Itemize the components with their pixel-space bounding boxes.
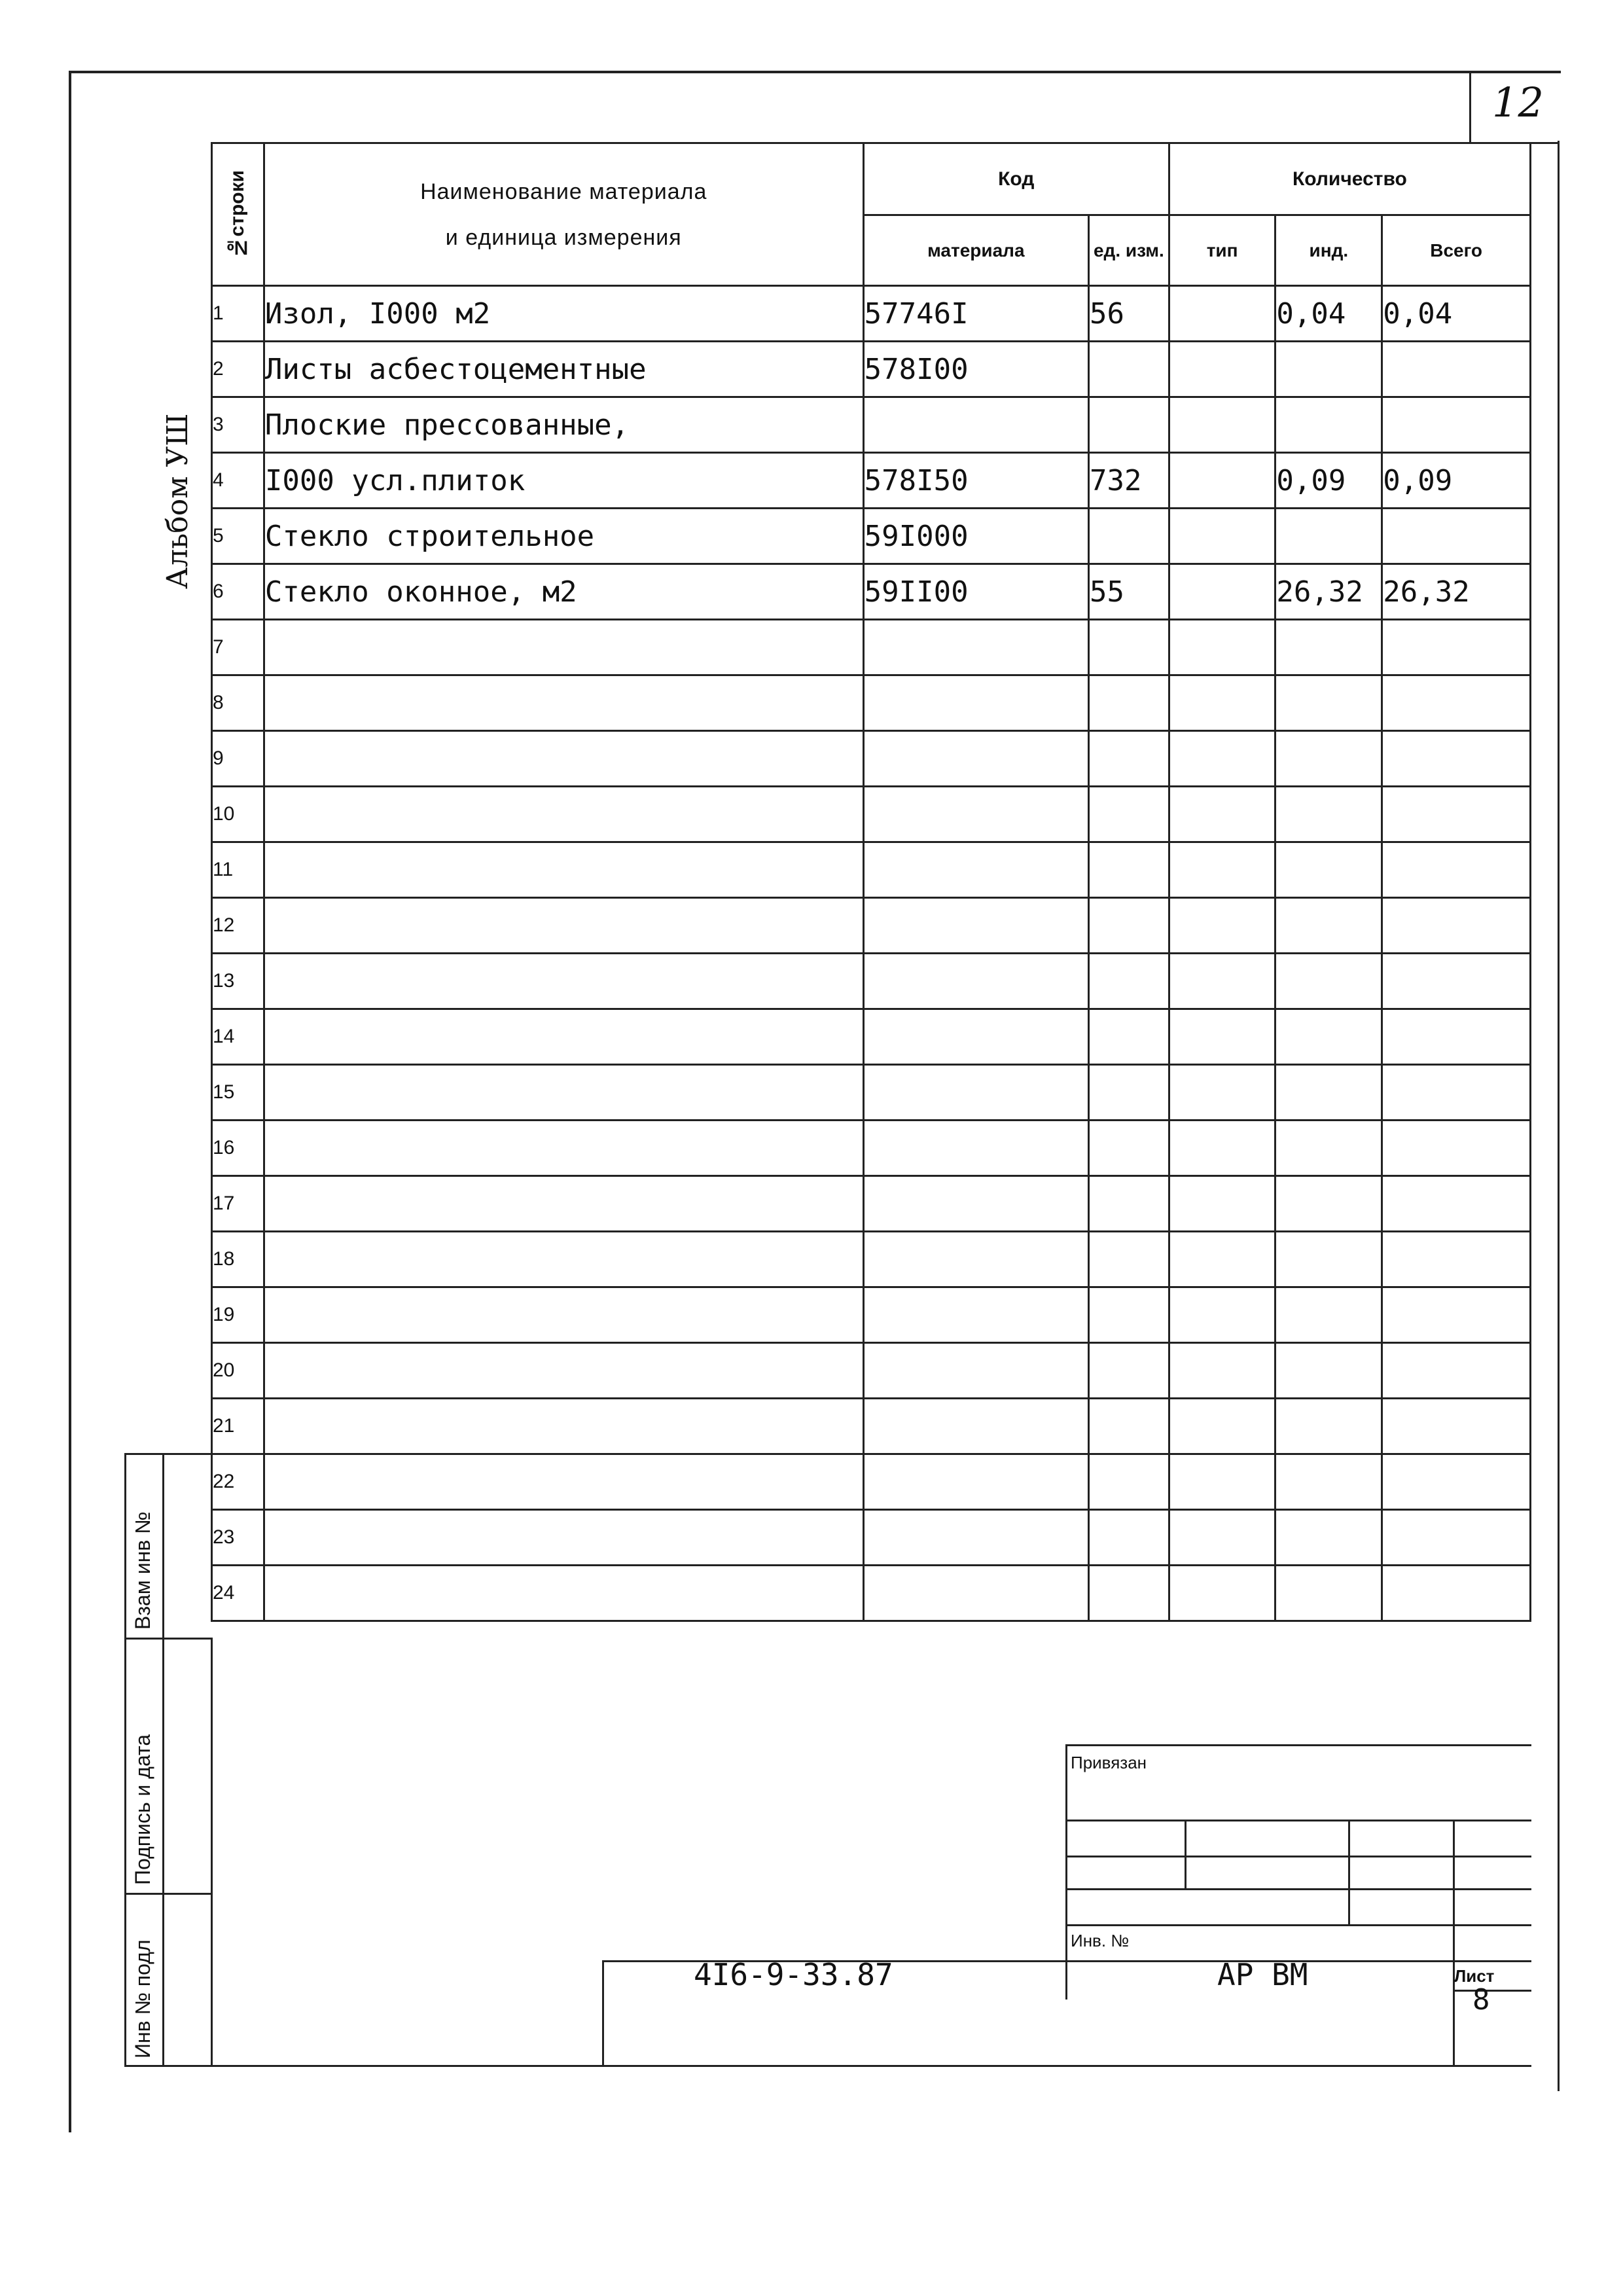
unit-code-cell: 732: [1088, 453, 1169, 509]
qty-ind-cell: [1275, 1121, 1382, 1176]
qty-ind-cell: 26,32: [1275, 564, 1382, 620]
qty-typ-cell: [1169, 787, 1275, 842]
unit-code-cell: [1088, 842, 1169, 898]
table-row: [212, 564, 1531, 620]
qty-ind-cell: 0,04: [1275, 286, 1382, 342]
qty-total-cell: [1382, 1287, 1531, 1343]
material-name-cell: [264, 898, 863, 954]
material-code-cell: [863, 1065, 1088, 1121]
row-number-cell: 22: [212, 1454, 264, 1510]
qty-typ-cell: [1169, 1454, 1275, 1510]
unit-code-cell: [1088, 954, 1169, 1009]
row-number-cell: 12: [212, 898, 264, 954]
qty-ind-cell: 0,09: [1275, 453, 1382, 509]
material-code-cell: [863, 898, 1088, 954]
qty-total-cell: [1382, 509, 1531, 564]
row-number-cell: 11: [212, 842, 264, 898]
material-name-cell: [264, 954, 863, 1009]
table-row: [212, 1232, 1531, 1287]
qty-ind-cell: [1275, 342, 1382, 397]
qty-ind-cell: [1275, 1343, 1382, 1399]
qty-typ-cell: [1169, 286, 1275, 342]
material-name-cell: [264, 1510, 863, 1566]
header-ind: инд.: [1275, 215, 1382, 286]
qty-typ-cell: [1169, 898, 1275, 954]
header-typ: тип: [1169, 215, 1275, 286]
left-stamp-strip: [124, 1453, 211, 2067]
header-code: Код: [863, 143, 1169, 215]
material-code-cell: [863, 1287, 1088, 1343]
material-code-cell: [863, 397, 1088, 453]
material-name-cell: [264, 1566, 863, 1621]
header-material: материала: [863, 215, 1088, 286]
table-row: [212, 1343, 1531, 1399]
qty-total-cell: [1382, 620, 1531, 675]
unit-code-cell: [1088, 1454, 1169, 1510]
qty-typ-cell: [1169, 1343, 1275, 1399]
unit-code-cell: [1088, 1009, 1169, 1065]
table-row: [212, 675, 1531, 731]
table-row: [212, 1510, 1531, 1566]
material-code-cell: [863, 1454, 1088, 1510]
inv-podl-label: Инв № подл: [131, 1939, 154, 2058]
header-unit: ед. изм.: [1088, 215, 1169, 286]
table-row: [212, 1454, 1531, 1510]
qty-typ-cell: [1169, 842, 1275, 898]
qty-ind-cell: [1275, 898, 1382, 954]
qty-total-cell: [1382, 675, 1531, 731]
material-code-cell: 578I00: [863, 342, 1088, 397]
unit-code-cell: [1088, 397, 1169, 453]
material-code-cell: 59I000: [863, 509, 1088, 564]
material-code-cell: [863, 1566, 1088, 1621]
material-code-cell: 59II00: [863, 564, 1088, 620]
unit-code-cell: [1088, 1343, 1169, 1399]
material-name-cell: [264, 787, 863, 842]
material-name-cell: [264, 1176, 863, 1232]
table-row: [212, 342, 1531, 397]
qty-ind-cell: [1275, 620, 1382, 675]
row-number-cell: 2: [212, 342, 264, 397]
document-code: 4I6-9-33.87: [694, 1957, 893, 1992]
table-row: [212, 397, 1531, 453]
table-row: [212, 509, 1531, 564]
material-name-cell: [264, 731, 863, 787]
material-name-cell: Изол, I000 м2: [264, 286, 863, 342]
row-number-cell: 6: [212, 564, 264, 620]
material-code-cell: [863, 1343, 1088, 1399]
qty-typ-cell: [1169, 453, 1275, 509]
header-name-line1: Наименование материала: [420, 179, 707, 204]
table-row: [212, 1287, 1531, 1343]
unit-code-cell: [1088, 342, 1169, 397]
material-name-cell: Стекло строительное: [264, 509, 863, 564]
material-name-cell: Листы асбестоцементные: [264, 342, 863, 397]
qty-ind-cell: [1275, 1232, 1382, 1287]
sheet-number: 8: [1472, 1983, 1490, 2017]
material-code-cell: [863, 1121, 1088, 1176]
qty-ind-cell: [1275, 1399, 1382, 1454]
row-number-cell: 5: [212, 509, 264, 564]
unit-code-cell: [1088, 1176, 1169, 1232]
qty-ind-cell: [1275, 509, 1382, 564]
row-number-cell: 4: [212, 453, 264, 509]
material-code-cell: [863, 1232, 1088, 1287]
qty-total-cell: [1382, 1121, 1531, 1176]
material-code-cell: [863, 787, 1088, 842]
qty-total-cell: 0,04: [1382, 286, 1531, 342]
qty-typ-cell: [1169, 1510, 1275, 1566]
row-number-cell: 9: [212, 731, 264, 787]
table-row: [212, 286, 1531, 342]
header-quantity: Количество: [1169, 143, 1530, 215]
unit-code-cell: [1088, 1121, 1169, 1176]
material-name-cell: [264, 842, 863, 898]
qty-ind-cell: [1275, 1454, 1382, 1510]
qty-typ-cell: [1169, 1176, 1275, 1232]
row-number-cell: 17: [212, 1176, 264, 1232]
inv-no-label: Инв. №: [1071, 1931, 1130, 1950]
table-row: [212, 1121, 1531, 1176]
row-number-cell: 19: [212, 1287, 264, 1343]
sheet-label: Лист: [1454, 1966, 1495, 1986]
qty-ind-cell: [1275, 1009, 1382, 1065]
frame-right-edge: [1558, 141, 1560, 2091]
row-number-cell: 1: [212, 286, 264, 342]
material-name-cell: [264, 1065, 863, 1121]
material-name-cell: [264, 675, 863, 731]
qty-typ-cell: [1169, 1009, 1275, 1065]
row-number-cell: 15: [212, 1065, 264, 1121]
qty-typ-cell: [1169, 397, 1275, 453]
row-number-cell: 14: [212, 1009, 264, 1065]
qty-total-cell: [1382, 1176, 1531, 1232]
qty-typ-cell: [1169, 1287, 1275, 1343]
header-name-line2: и единица измерения: [445, 224, 682, 250]
qty-typ-cell: [1169, 1121, 1275, 1176]
qty-total-cell: 0,09: [1382, 453, 1531, 509]
qty-typ-cell: [1169, 731, 1275, 787]
qty-ind-cell: [1275, 1065, 1382, 1121]
table-row: [212, 731, 1531, 787]
document-mark: АР ВМ: [1217, 1957, 1308, 1992]
qty-typ-cell: [1169, 1399, 1275, 1454]
qty-ind-cell: [1275, 842, 1382, 898]
header-row-no: №строки: [212, 143, 264, 286]
material-name-cell: [264, 1009, 863, 1065]
row-number-cell: 7: [212, 620, 264, 675]
qty-ind-cell: [1275, 397, 1382, 453]
qty-typ-cell: [1169, 1566, 1275, 1621]
table-row: [212, 954, 1531, 1009]
qty-total-cell: [1382, 1009, 1531, 1065]
material-name-cell: [264, 620, 863, 675]
qty-ind-cell: [1275, 954, 1382, 1009]
qty-ind-cell: [1275, 1287, 1382, 1343]
unit-code-cell: [1088, 787, 1169, 842]
materials-table: [211, 142, 1531, 1622]
material-name-cell: [264, 1399, 863, 1454]
row-number-cell: 16: [212, 1121, 264, 1176]
material-code-cell: [863, 731, 1088, 787]
unit-code-cell: [1088, 1065, 1169, 1121]
qty-ind-cell: [1275, 731, 1382, 787]
table-row: [212, 898, 1531, 954]
row-number-cell: 3: [212, 397, 264, 453]
unit-code-cell: [1088, 1510, 1169, 1566]
qty-total-cell: [1382, 397, 1531, 453]
material-code-cell: [863, 1009, 1088, 1065]
qty-total-cell: [1382, 954, 1531, 1009]
material-code-cell: [863, 954, 1088, 1009]
table-row: [212, 1176, 1531, 1232]
qty-ind-cell: [1275, 787, 1382, 842]
material-code-cell: [863, 1510, 1088, 1566]
row-number-cell: 10: [212, 787, 264, 842]
unit-code-cell: [1088, 1287, 1169, 1343]
unit-code-cell: [1088, 509, 1169, 564]
material-name-cell: [264, 1343, 863, 1399]
qty-total-cell: [1382, 1566, 1531, 1621]
table-row: [212, 1065, 1531, 1121]
table-row: [212, 787, 1531, 842]
qty-typ-cell: [1169, 620, 1275, 675]
material-name-cell: [264, 1232, 863, 1287]
unit-code-cell: 55: [1088, 564, 1169, 620]
unit-code-cell: 56: [1088, 286, 1169, 342]
unit-code-cell: [1088, 1232, 1169, 1287]
header-name: [264, 143, 863, 286]
unit-code-cell: [1088, 1566, 1169, 1621]
material-name-cell: [264, 1454, 863, 1510]
qty-total-cell: 26,32: [1382, 564, 1531, 620]
album-label: Альбом УШ: [161, 413, 194, 589]
qty-ind-cell: [1275, 1566, 1382, 1621]
material-code-cell: [863, 620, 1088, 675]
title-block-area: [211, 1638, 1533, 2067]
material-name-cell: [264, 1121, 863, 1176]
material-code-cell: 578I50: [863, 453, 1088, 509]
material-code-cell: [863, 675, 1088, 731]
qty-total-cell: [1382, 1454, 1531, 1510]
table-row: [212, 1566, 1531, 1621]
row-number-cell: 13: [212, 954, 264, 1009]
qty-total-cell: [1382, 1399, 1531, 1454]
row-number-cell: 18: [212, 1232, 264, 1287]
table-row: [212, 620, 1531, 675]
unit-code-cell: [1088, 898, 1169, 954]
attached-label: Привязан: [1071, 1753, 1147, 1772]
qty-typ-cell: [1169, 1232, 1275, 1287]
qty-ind-cell: [1275, 675, 1382, 731]
qty-typ-cell: [1169, 342, 1275, 397]
qty-total-cell: [1382, 1232, 1531, 1287]
qty-total-cell: [1382, 1343, 1531, 1399]
qty-total-cell: [1382, 898, 1531, 954]
material-name-cell: [264, 1287, 863, 1343]
material-code-cell: [863, 842, 1088, 898]
table-row: [212, 842, 1531, 898]
material-name-cell: Плоские прессованные,: [264, 397, 863, 453]
page-number: 12: [1492, 79, 1544, 126]
unit-code-cell: [1088, 731, 1169, 787]
qty-typ-cell: [1169, 954, 1275, 1009]
unit-code-cell: [1088, 1399, 1169, 1454]
header-total: Всего: [1382, 215, 1531, 286]
row-number-cell: 23: [212, 1510, 264, 1566]
table-row: [212, 1009, 1531, 1065]
row-number-cell: 20: [212, 1343, 264, 1399]
qty-typ-cell: [1169, 675, 1275, 731]
qty-total-cell: [1382, 731, 1531, 787]
vzam-inv-label: Взам инв №: [131, 1511, 154, 1630]
unit-code-cell: [1088, 675, 1169, 731]
qty-typ-cell: [1169, 509, 1275, 564]
material-code-cell: 57746I: [863, 286, 1088, 342]
signature-date-label: Подпись и дата: [131, 1734, 154, 1885]
table-row: [212, 1399, 1531, 1454]
material-name-cell: I000 усл.плиток: [264, 453, 863, 509]
qty-total-cell: [1382, 787, 1531, 842]
material-code-cell: [863, 1399, 1088, 1454]
qty-total-cell: [1382, 1065, 1531, 1121]
unit-code-cell: [1088, 620, 1169, 675]
row-number-cell: 24: [212, 1566, 264, 1621]
qty-ind-cell: [1275, 1176, 1382, 1232]
material-code-cell: [863, 1176, 1088, 1232]
qty-ind-cell: [1275, 1510, 1382, 1566]
material-name-cell: Стекло оконное, м2: [264, 564, 863, 620]
qty-total-cell: [1382, 342, 1531, 397]
row-number-cell: 21: [212, 1399, 264, 1454]
row-number-cell: 8: [212, 675, 264, 731]
qty-total-cell: [1382, 842, 1531, 898]
qty-total-cell: [1382, 1510, 1531, 1566]
qty-typ-cell: [1169, 564, 1275, 620]
table-row: [212, 453, 1531, 509]
qty-typ-cell: [1169, 1065, 1275, 1121]
